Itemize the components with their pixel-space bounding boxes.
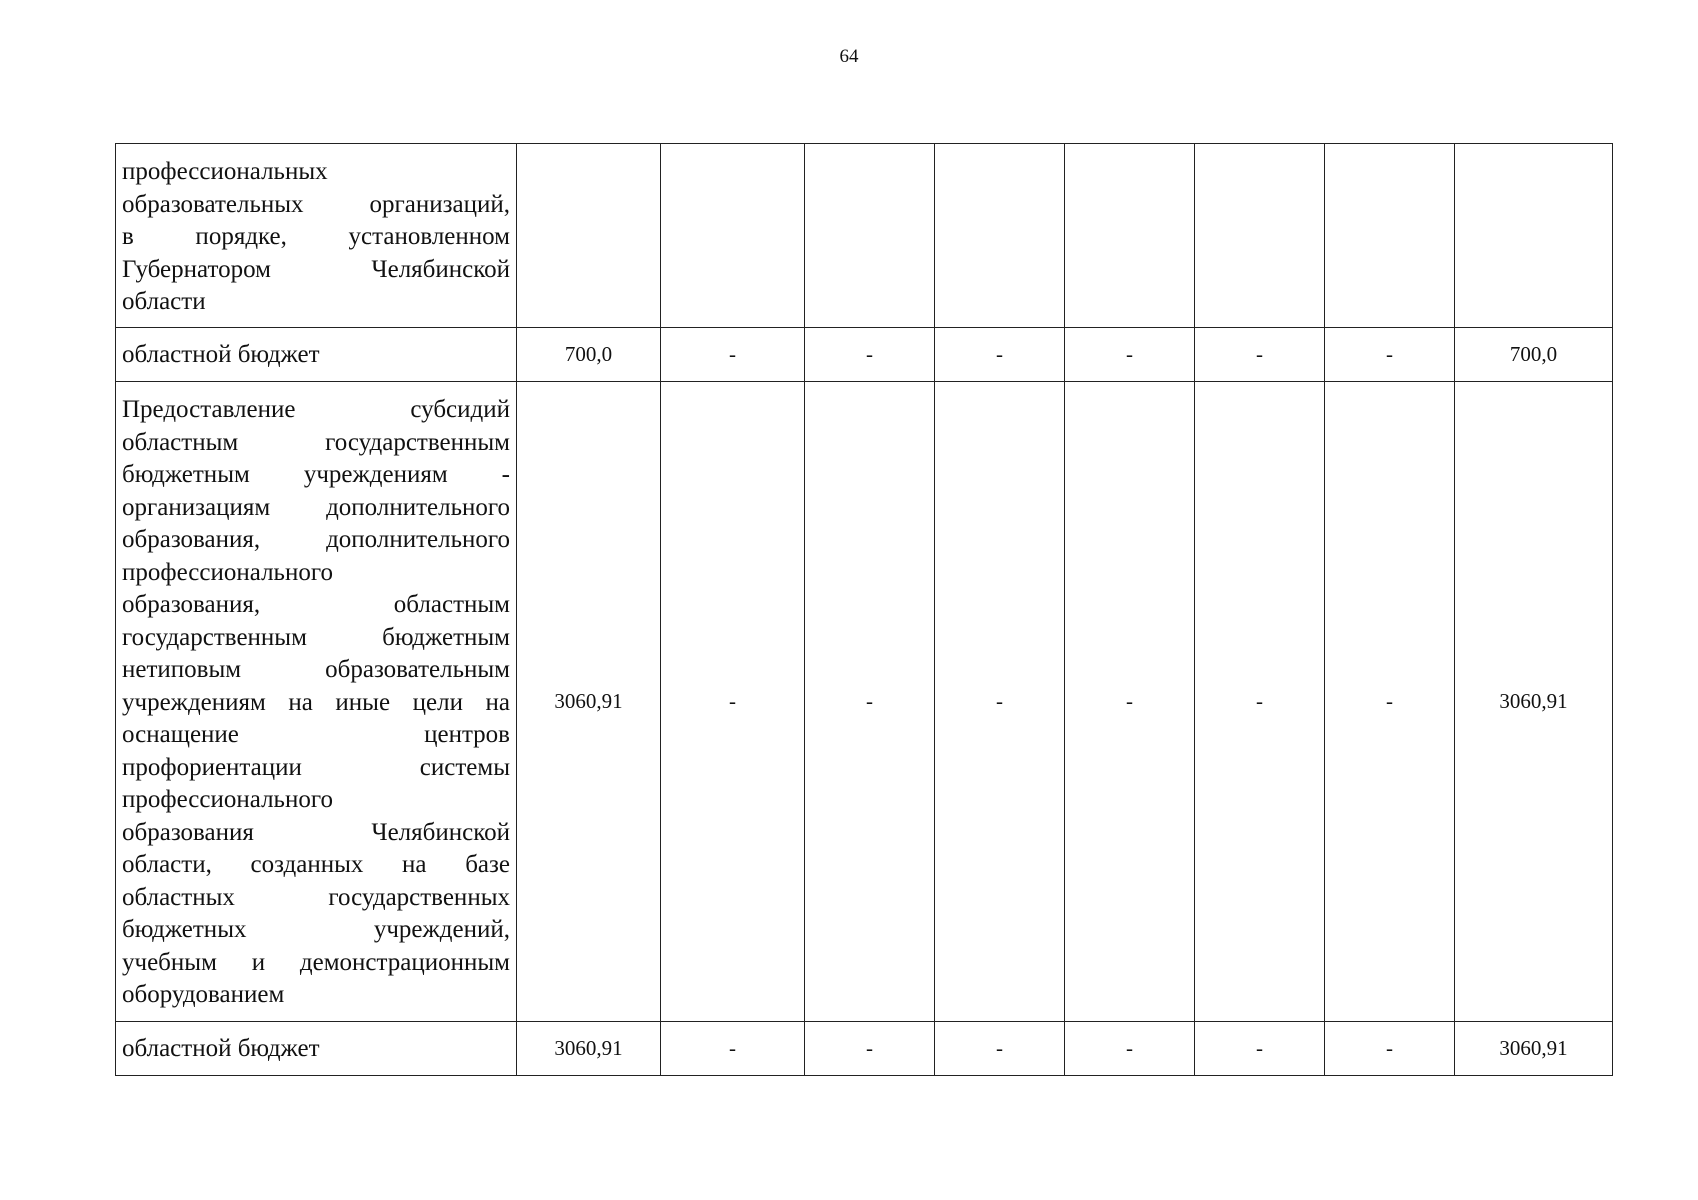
value-cell: - bbox=[1195, 1022, 1325, 1076]
value-cell: - bbox=[1325, 1022, 1455, 1076]
value-cell: - bbox=[935, 328, 1065, 382]
description-line: государственным бюджетным bbox=[122, 623, 510, 651]
value-cell: - bbox=[661, 1022, 805, 1076]
description-line: учебным и демонстрационным bbox=[122, 948, 510, 976]
empty-cell bbox=[935, 144, 1065, 328]
value-cell: - bbox=[935, 382, 1065, 1022]
table-row bbox=[116, 328, 1613, 382]
description-line: организациям дополнительного bbox=[122, 493, 510, 521]
page-number: 64 bbox=[839, 46, 859, 67]
description-line: областных государственных bbox=[122, 883, 510, 911]
description-line: нетиповым образовательным bbox=[122, 656, 510, 683]
value-cell: 3060,91 bbox=[517, 1022, 661, 1076]
description-line: оборудованием bbox=[122, 981, 285, 1008]
funding-source-cell: областной бюджет bbox=[116, 1022, 517, 1076]
empty-cell bbox=[517, 144, 661, 328]
value-cell: - bbox=[1065, 1022, 1195, 1076]
description-line: профессионального bbox=[122, 558, 333, 586]
value-cell: - bbox=[935, 1022, 1065, 1076]
value-cell: - bbox=[805, 382, 935, 1022]
description-line: областным государственным bbox=[122, 428, 510, 456]
value-cell: - bbox=[1325, 382, 1455, 1022]
description-line: профориентации системы bbox=[122, 753, 510, 781]
table-row bbox=[116, 144, 1613, 328]
value-cell: - bbox=[805, 328, 935, 382]
description-line: профессиональных bbox=[122, 158, 328, 185]
description-line: образования Челябинской bbox=[122, 818, 510, 846]
empty-cell bbox=[1325, 144, 1455, 328]
total-cell: 700,0 bbox=[1455, 328, 1613, 382]
description-line: области bbox=[122, 288, 206, 315]
total-cell: 3060,91 bbox=[1455, 382, 1613, 1022]
empty-cell bbox=[1195, 144, 1325, 328]
description-line: бюджетных учреждений, bbox=[122, 916, 510, 943]
value-cell: - bbox=[1065, 382, 1195, 1022]
empty-cell bbox=[805, 144, 935, 328]
value-cell: - bbox=[1325, 328, 1455, 382]
value-cell: 3060,91 bbox=[517, 382, 661, 1022]
description-line: области, созданных на базе bbox=[122, 851, 510, 878]
description-line: образовательных организаций, bbox=[122, 190, 510, 218]
budget-table bbox=[115, 143, 1613, 1076]
description-line: учреждениям на иные цели на bbox=[122, 688, 510, 716]
value-cell: - bbox=[1195, 328, 1325, 382]
description-line: образования, областным bbox=[122, 591, 510, 618]
value-cell: 700,0 bbox=[517, 328, 661, 382]
value-cell: - bbox=[805, 1022, 935, 1076]
description-line: оснащение центров bbox=[122, 721, 510, 748]
description-line: бюджетным учреждениям - bbox=[122, 461, 510, 488]
description-line: в порядке, установленном bbox=[122, 223, 510, 250]
description-line: образования, дополнительного bbox=[122, 526, 510, 553]
description-line: профессионального bbox=[122, 786, 333, 813]
table-row bbox=[116, 1022, 1613, 1076]
value-cell: - bbox=[661, 382, 805, 1022]
description-line: Губернатором Челябинской bbox=[122, 255, 510, 283]
empty-cell bbox=[1455, 144, 1613, 328]
value-cell: - bbox=[1195, 382, 1325, 1022]
total-cell: 3060,91 bbox=[1455, 1022, 1613, 1076]
empty-cell bbox=[1065, 144, 1195, 328]
funding-source-cell: областной бюджет bbox=[116, 328, 517, 382]
description-cell bbox=[116, 144, 517, 328]
description-cell bbox=[116, 382, 517, 1022]
description-line: Предоставление субсидий bbox=[122, 396, 510, 423]
value-cell: - bbox=[1065, 328, 1195, 382]
value-cell: - bbox=[661, 328, 805, 382]
empty-cell bbox=[661, 144, 805, 328]
table-row bbox=[116, 382, 1613, 1022]
